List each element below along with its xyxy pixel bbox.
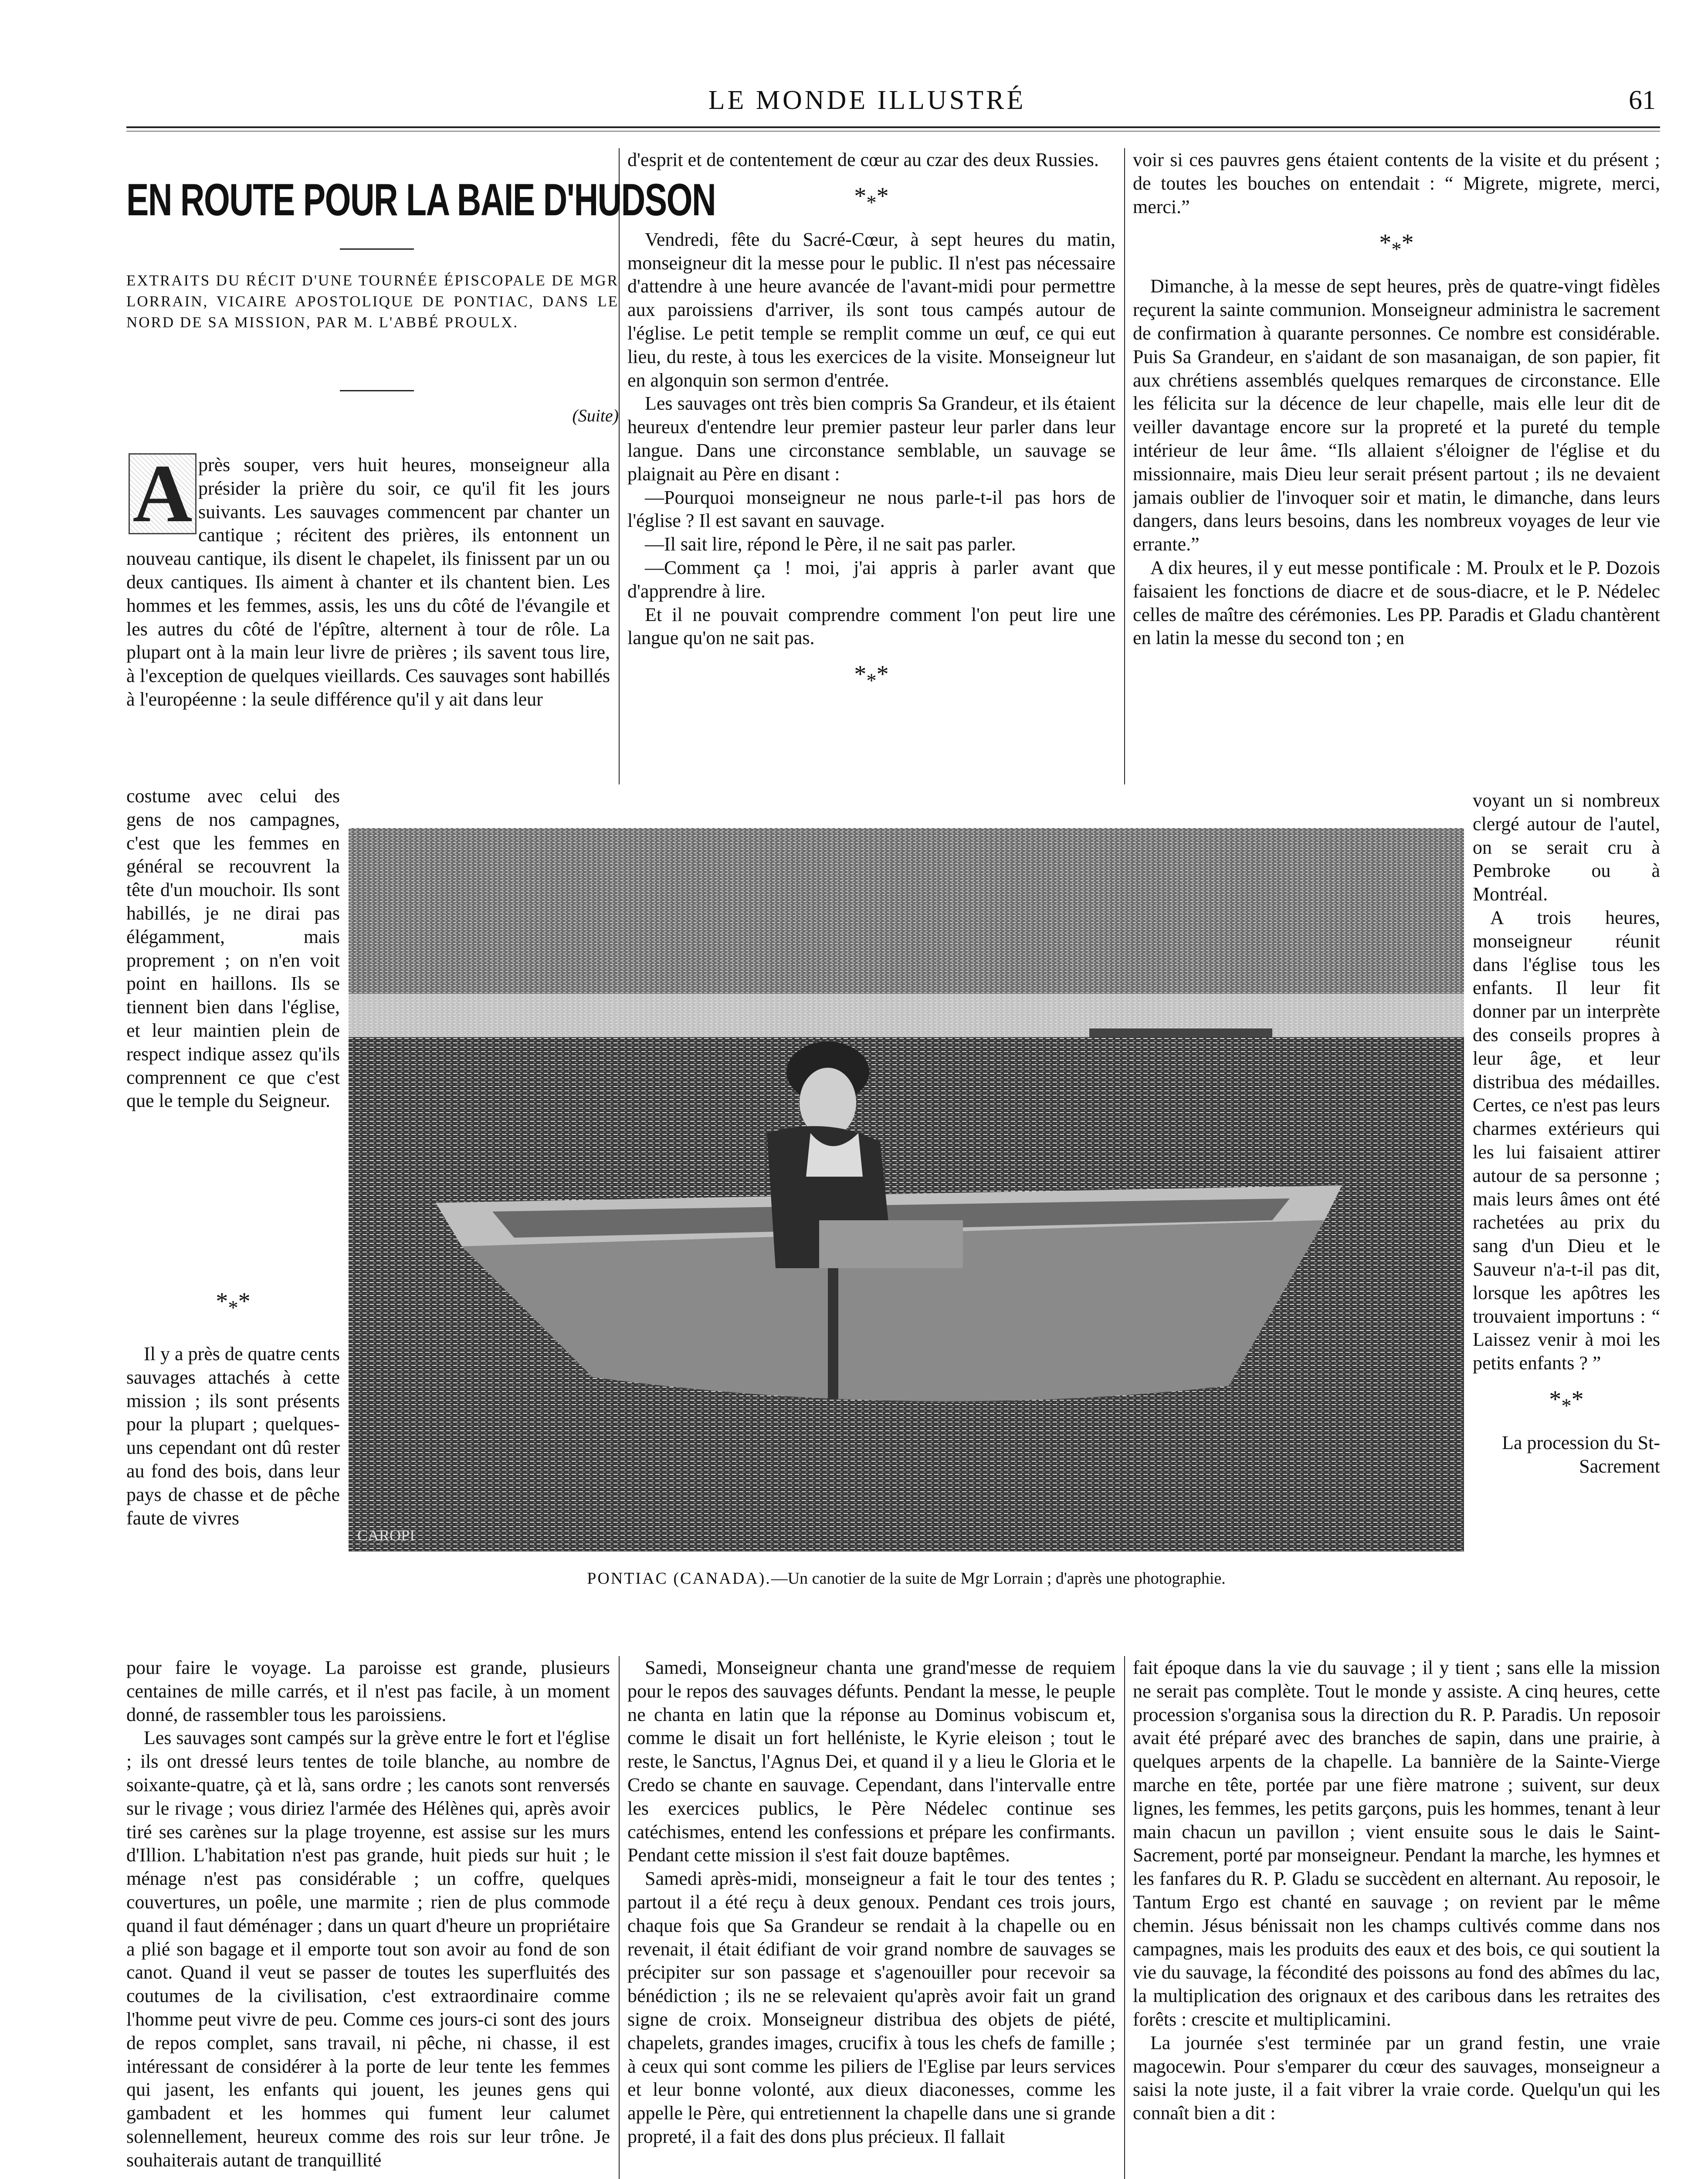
paragraph: Samedi après-midi, monseigneur a fait le tour des tentes ; partout il a été reçu à deux genoux. Pendant ces trois jours, chaque fois que Sa Grandeur se rendait à la chapelle ou en revenait, il était édifiant de voir grand nombre de sauvages se précipiter sur son passage et s'agenouiller pour recevoir sa bénédiction ; ils ne se relevaient qu'après avoir fait un grand signe de croix. Monseigneur distribua des objets de piété, chapelets, grandes images, crucifix à tous les chefs de famille ; à ceux qui sont comme les piliers de l'Eglise par leurs services et leur bonne volonté, aux dieux diaconesses, comme les appelle le Père, qui entretiennent la chapelle dans une si grande propreté, il a fait des dons plus précieux. Il fallait	[627, 1868, 1115, 2147]
caption-text: —Un canotier de la suite de Mgr Lorrain ; d'après une photographie.	[771, 1569, 1226, 1588]
paragraph: fait époque dans la vie du sauvage ; il y tient ; sans elle la mission ne serait pas complète. Tout le monde y assiste. A cinq heures, cette procession s'organisa sous la direction du R. P. Paradis. Un reposoir avait été préparé avec des branches de sapin, dans une prairie, à quelques arpents de la chapelle. La bannière de la Sainte-Vierge marche en tête, portée par une fière matrone ; suivent, sur deux lignes, les femmes, les petits garçons, puis les hommes, tenant à leur main chacun un pavillon ; vient ensuite sous le dais le Saint-Sacrement, porté par monseigneur. Pendant la marche, les hymnes et les fanfares du R. P. Gladu se succèdent en alternant. Au reposoir, le Tantum Ergo est chanté en sauvage ; on revient par le même chemin. Jésus bénissait non les champs cultivés comme dans nos campagnes, mais les produits des eaux et des bois, ce qui soutient la vie du sauvage, la fécondité des poissons au fond des abîmes du lac, la multiplication des orignaux et des caribous dans les retraites des forêts : crescite et multiplicamini.	[1133, 1657, 1660, 2030]
paragraph: —Pourquoi monseigneur ne nous parle-t-il pas hors de l'église ? Il est savant en sauvage.	[627, 486, 1115, 532]
photo-signature: CAROPI	[357, 1527, 415, 1544]
column-divider-1-top	[619, 148, 620, 784]
paragraph: près souper, vers huit heures, monseigneur alla présider la prière du soir, ce qu'il fit les jours suivants. Les sauvages commencent par chanter un cantique ; récitent des prières, ils entonnent un nouveau cantique, ils disent le chapelet, ils finissent par un ou deux cantiques. Ils aiment à chanter et ils chantent bien. Les hommes et les femmes, assis, les uns du côté de l'évangile et les autres du côté de l'épître, alternent à tour de rôle. La plupart ont à la main leur livre de prières ; ils savent tous lire, à l'exception de quelques vieillards. Ces sauvages sont habillés à l'européenne : la seule différence qu'il y ait dans leur	[126, 454, 610, 710]
paragraph: Les sauvages sont campés sur la grève entre le fort et l'église ; ils ont dressé leurs tentes de toile blanche, au nombre de soixante-quatre, çà et là, sans ordre ; les canots sont renversés sur le rivage ; vous diriez l'armée des Hélènes qui, après avoir tiré ses carènes sur la plage troyenne, est assise sur les murs d'Illion. L'habitation n'est pas grande, huit pieds sur huit ; le ménage n'est pas considérable ; un coffre, quelques couvertures, un poêle, une marmite ; rien de plus commode quand il faut déménager ; dans un quart d'heure un propriétaire a plié son bagage et il emporte tout son avoir au fond de son canot. Quand il veut se passer de toutes les superfluités des coutumes de la civilisation, c'est extraordinaire comme l'homme peut vivre de peu. Comme ces jours-ci sont des jours de repos complet, sans travail, ni pêche, ni chasse, il est intéressant de considérer à la porte de leur tente les femmes qui jasent, les enfants qui jouent, les jeunes gens qui gambadent et les hommes qui fument leur calumet solennellement, heureux comme des rois sur leur trône. Je souhaiterais autant de tranquillité	[126, 1727, 610, 2171]
paragraph: voir si ces pauvres gens étaient contents de la visite et du présent ; de toutes les bouches on entendait : “ Migrete, migrete, merci, merci.”	[1133, 149, 1660, 217]
section-stars: $*_**$	[854, 182, 889, 214]
subtitle-rule	[340, 390, 414, 391]
column-1-narrow	[126, 784, 340, 1277]
paragraph: —Il sait lire, répond le Père, il ne sait pas parler.	[645, 533, 1016, 555]
column-2-top	[627, 148, 1115, 784]
paragraph: La journée s'est terminée par un grand festin, une vraie magocewin. Pour s'emparer du cœur des sauvages, monseigneur a saisi la note juste, il a fait vibrer la vraie corde. Quelqu'un qui les connaît bien a dit :	[1133, 2032, 1660, 2124]
paragraph: Dimanche, à la messe de sept heures, près de quatre-vingt fidèles reçurent la sainte communion. Monseigneur administra le sacrement de confirmation à quarante personnes. Ce nombre est considérable. Puis Sa Grandeur, en s'aidant de son masanaigan, de son papier, fit aux chrétiens assemblés quelques remarques de circonstance. Elle les félicita sur la décence de leur chapelle, mais elle leur dit de veiller davantage encore sur la propreté et la pureté du temple intérieur de leur âme. “Ils allaient s'éloigner de l'église et du missionnaire, mais Dieu leur serait présent partout ; ils ne devaient jamais oublier de l'invoquer soir et matin, le dimanche, dans leurs dangers, dans leurs besoins, dans les nombreux voyages de leur vie errante.”	[1133, 275, 1660, 555]
paragraph: voyant un si nombreux clergé autour de l'autel, on se serait cru à Pembroke ou à Montréal.	[1473, 790, 1660, 905]
paragraph: —Comment ça ! moi, j'ai appris à parler avant que d'apprendre à lire.	[627, 557, 1115, 602]
section-stars: $*_**$	[216, 1290, 251, 1320]
paragraph: Les sauvages ont très bien compris Sa Grandeur, et ils étaient heureux d'entendre leur premier pasteur leur parler dans leur langue. Dans une circonstance semblable, un sauvage se plaignait au Père en disant :	[627, 393, 1115, 485]
paragraph: pour faire le voyage. La paroisse est grande, plusieurs centaines de mille carrés, et il n'est pas facile, à un moment donné, de rassembler tous les paroissiens.	[126, 1657, 610, 1725]
column-1-top	[126, 453, 610, 784]
page-number: 61	[1629, 85, 1656, 115]
drop-cap: A	[129, 453, 197, 534]
column-divider-2-bottom	[1124, 1656, 1125, 2179]
paragraph: Et il ne pouvait comprendre comment l'on peut lire une langue qu'on ne sait pas.	[627, 604, 1115, 649]
canoe-scene-illustration	[349, 828, 1464, 1551]
caption-title: PONTIAC (CANADA).	[587, 1569, 771, 1588]
column-2-bottom	[627, 1656, 1115, 2179]
paragraph: costume avec celui des gens de nos campagnes, c'est que les femmes en général se recouvrent la tête d'un mouchoir. Ils sont habillés, je ne dirai pas élégamment, mais proprement ; on n'en voit point en haillons. Ils se tiennent bien dans l'église, et leur maintien plein de respect indique assez qu'ils comprennent ce que c'est que le temple du Seigneur.	[126, 785, 340, 1112]
paragraph: A dix heures, il y eut messe pontificale : M. Proulx et le P. Dozois faisaient les fonctions de diacre et de sous-diacre, et le P. Nédelec celles de maître des cérémonies. Les PP. Paradis et Gladu chantèrent en latin la messe du second ton ; en	[1133, 557, 1660, 649]
header-rule-thin	[126, 131, 1660, 132]
paragraph: Samedi, Monseigneur chanta une grand'messe de requiem pour le repos des sauvages défunts. Pendant la messe, le peuple ne chanta en latin que la réponse au Dominus vobiscum et, comme le disait un fort helléniste, le Kyrie eleison ; tout le reste, le Sanctus, l'Agnus Dei, et quand il y a lieu le Gloria et le Credo se chante en sauvage. Cependant, dans l'intervalle entre les exercices publics, le Père Nédelec continue ses catéchismes, entend les confessions et prépare les confirmants. Pendant cette mission il s'est fait douze baptêmes.	[627, 1657, 1115, 1866]
section-stars: $*_**$	[854, 661, 889, 692]
article-subtitle: EXTRAITS DU RÉCIT D'UNE TOURNÉE ÉPISCOPALE DE MGR LORRAIN, VICAIRE APOSTOLIQUE DE PONTIAC, DANS LE NORD DE SA MISSION, PAR M. L'ABBÉ PROULX.	[126, 272, 619, 331]
column-3-top	[1133, 148, 1660, 789]
paragraph: A trois heures, monseigneur réunit dans l'église tous les enfants. Il leur fit donner par un interprète des conseils propres à leur âge, et leur distribua des médailles. Certes, ce n'est pas leurs charmes extérieurs qui les lui faisaient attirer autour de sa personne ; mais leurs âmes ont été rachetées au prix du sang d'un Dieu et le Sauveur n'a-t-il pas dit, lorsque les apôtres les trouvaient importuns : “ Laissez venir à moi les petits enfants ? ”	[1473, 906, 1660, 1374]
section-stars: $*_**$	[1379, 229, 1414, 261]
paragraph: Il y a près de quatre cents sauvages attachés à cette mission ; ils sont présents pour la plupart ; quelques-uns cependant ont dû rester au fond des bois, dans leur pays de chasse et de pêche faute de vivres	[126, 1343, 340, 1529]
paragraph: d'esprit et de contentement de cœur au czar des deux Russies.	[627, 149, 1099, 170]
engraving-photo	[349, 828, 1464, 1551]
publication-title: LE MONDE ILLUSTRÉ	[708, 85, 1026, 115]
section-stars: $*_**$	[1549, 1385, 1584, 1418]
continued-label: (Suite)	[572, 406, 619, 425]
photo-caption	[349, 1569, 1464, 1588]
column-1-narrow-2	[126, 1342, 340, 1656]
paragraph: Vendredi, fête du Sacré-Cœur, à sept heures du matin, monseigneur dit la messe pour le public. Il n'est pas nécessaire d'attendre à une heure avancée de l'avant-midi pour permettre aux paroissiens d'arriver, ils sont tous campés autour de l'église. Le petit temple se remplit comme un œuf, ce qui eut lieu, du reste, à tous les exercices de la visite. Monseigneur lut en algonquin son sermon d'entrée.	[627, 228, 1115, 391]
column-divider-1-bottom	[619, 1656, 620, 2179]
paragraph: La procession du St-Sacrement	[1502, 1432, 1660, 1477]
article-title: EN ROUTE POUR LA BAIE D'HUDSON	[126, 175, 716, 225]
header-rule	[126, 126, 1660, 128]
column-1-bottom	[126, 1656, 610, 2179]
title-rule	[340, 248, 414, 250]
column-divider-2-top	[1124, 148, 1125, 784]
column-3-bottom	[1133, 1656, 1660, 2179]
stars-col1	[126, 1290, 340, 1329]
